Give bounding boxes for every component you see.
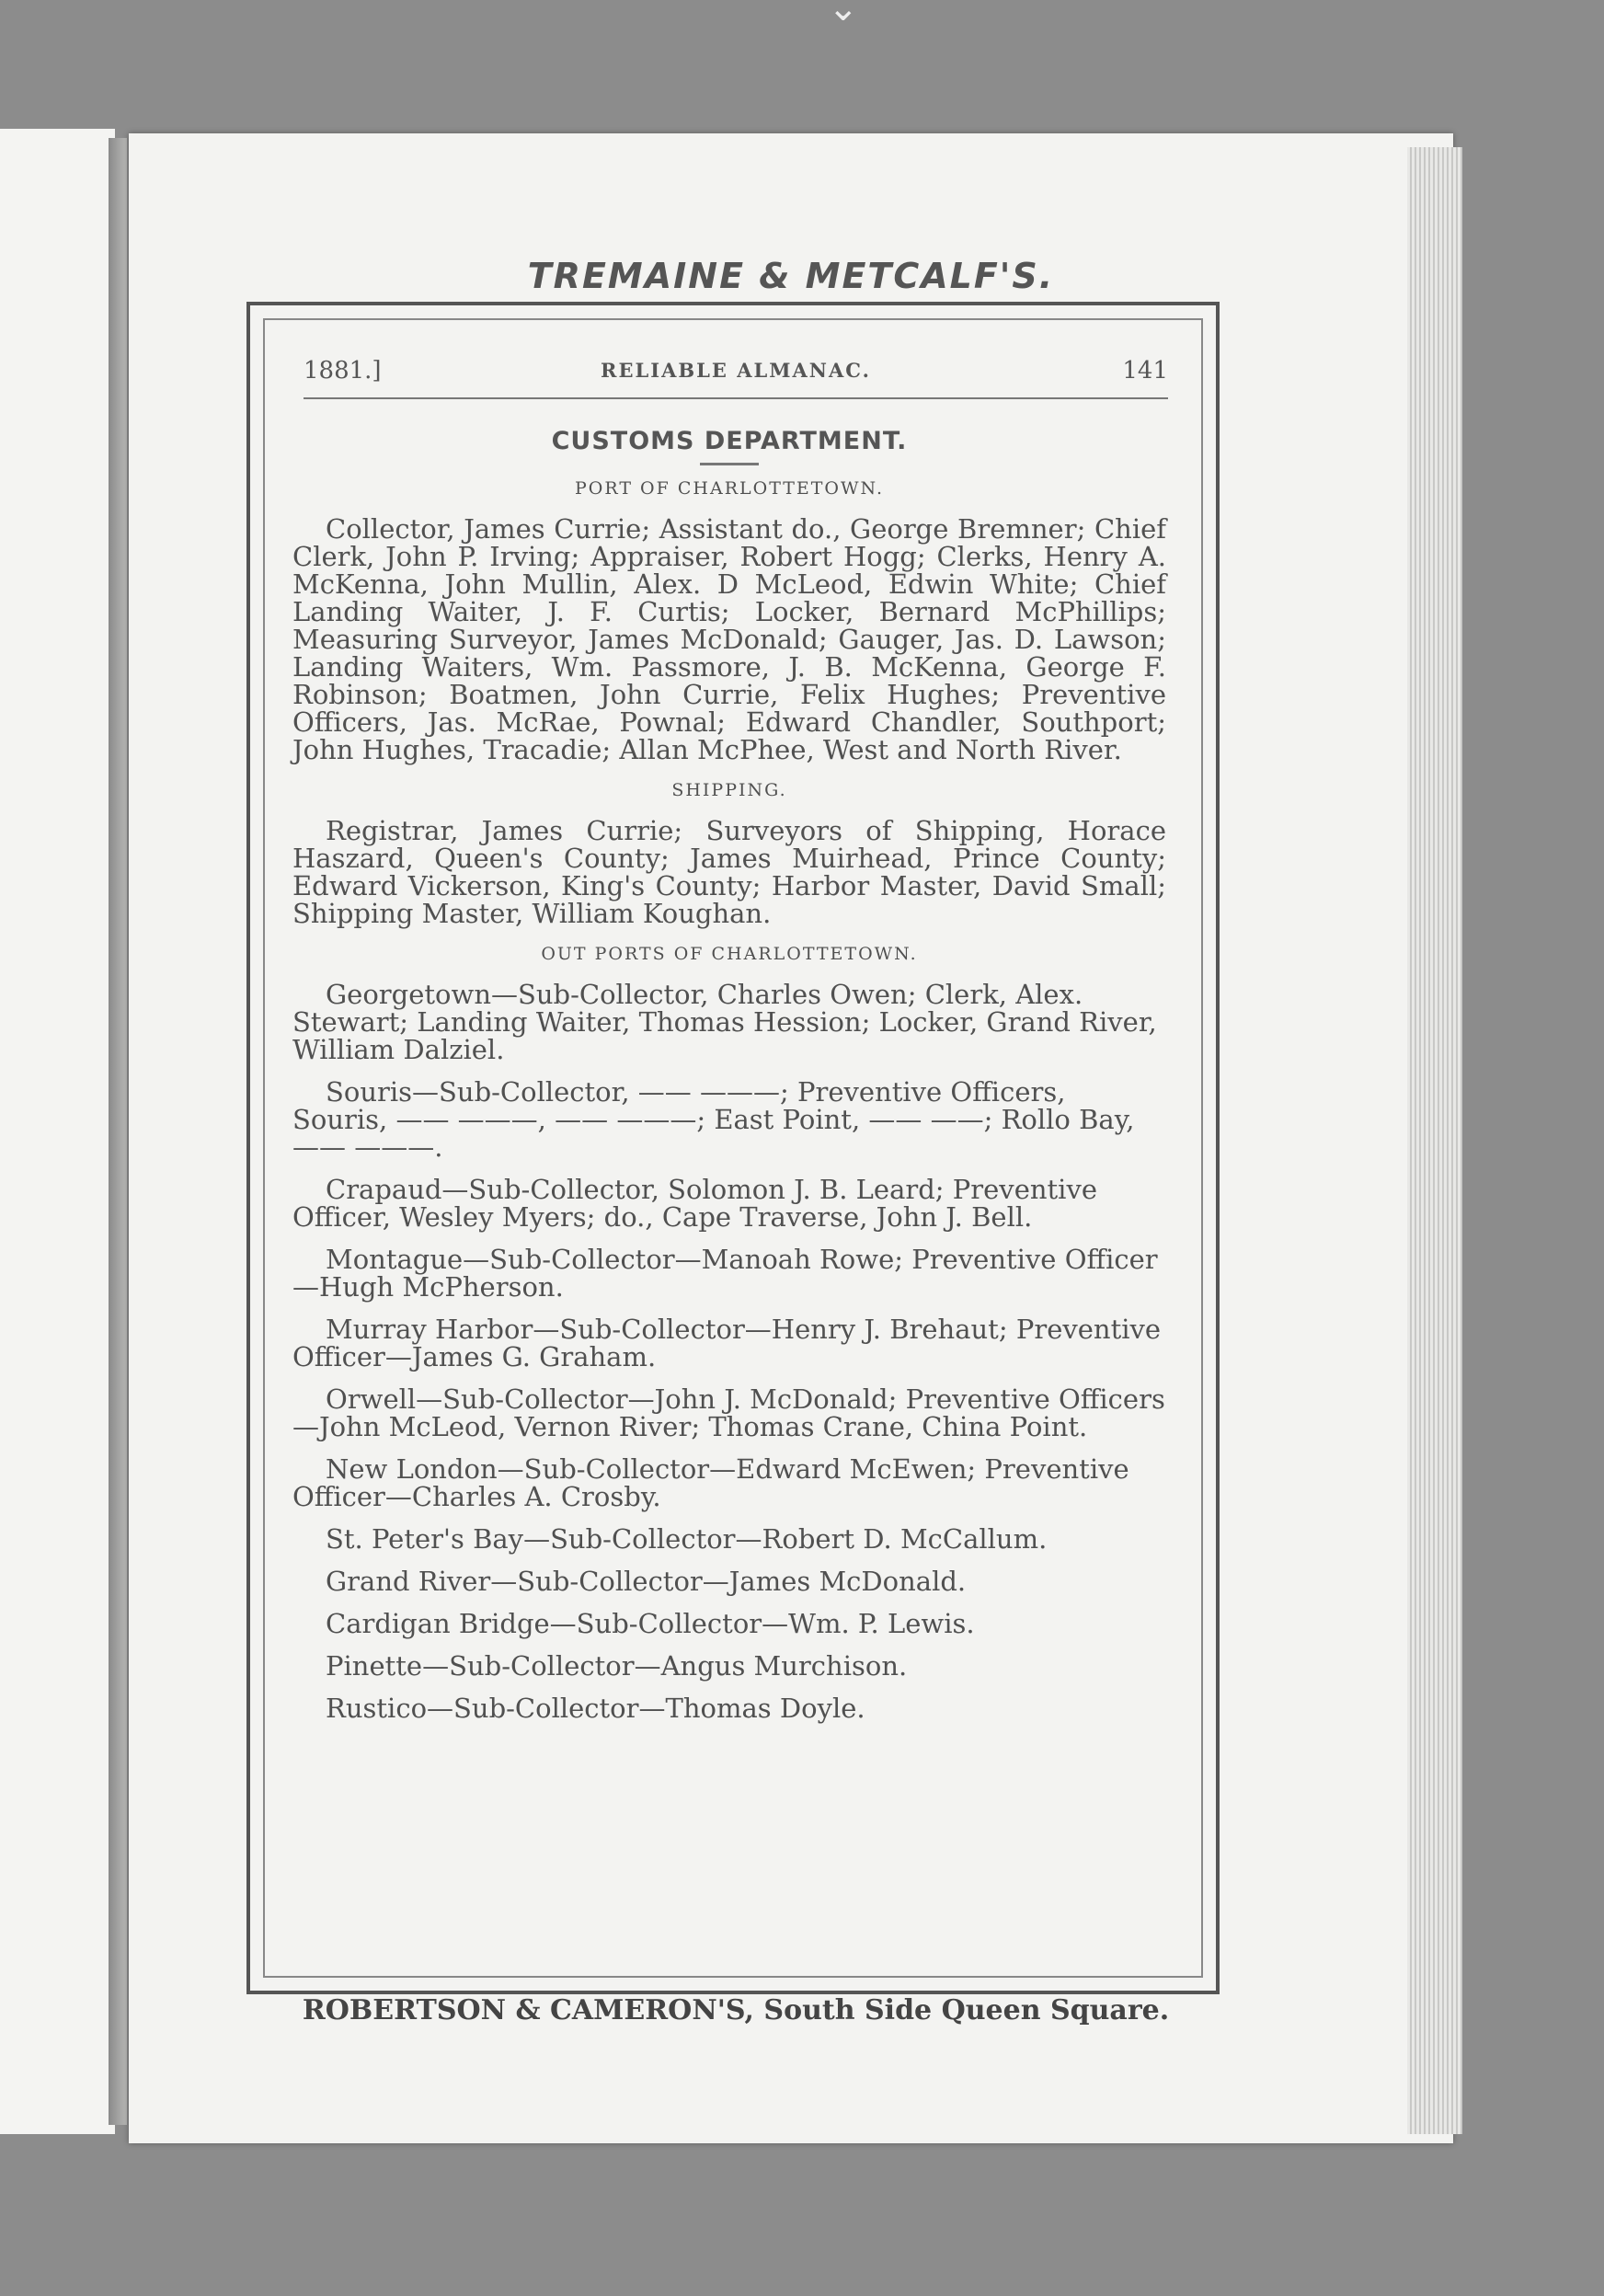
outport-entry: Orwell—Sub-Collector—John J. McDonald; Preventive Officers—John McLeod, Vernon River; Thomas Crane, China Point. (292, 1383, 1165, 1442)
footer-advertisement: ROBERTSON & CAMERON'S, South Side Queen Square. (302, 1994, 1170, 2026)
section-heading-outports: OUT PORTS OF CHARLOTTETOWN. (541, 944, 918, 964)
outport-entry: Georgetown—Sub-Collector, Charles Owen; Clerk, Alex. Stewart; Landing Waiter, Thomas Hession; Locker, Grand River, William Dalziel. (292, 979, 1157, 1065)
outport-entry: Souris—Sub-Collector, —— ———; Preventive Officers, Souris, —— ———, —— ———; East Point, —— ——; Rollo Bay, —— ———. (292, 1076, 1135, 1163)
section-heading-shipping: SHIPPING. (671, 780, 787, 800)
book-gutter (109, 138, 127, 2125)
outport-entry: Murray Harbor—Sub-Collector—Henry J. Brehaut; Preventive Officer—James G. Graham. (292, 1314, 1162, 1372)
header-year: 1881.] (304, 357, 382, 385)
port-officers-text: Collector, James Currie; Assistant do., George Bremner; Chief Clerk, John P. Irving; Appraiser, Robert Hogg; Clerks, Henry A. McKenna, John Mullin, Alex. D McLeod, Edwin White; Chief Landing Waiter, J. F. Curtis; Locker, Bernard McPhillips; Measuring Surveyor, James McDonald; Gauger, Jas. D. Lawson; Landing Waiters, Wm. Passmore, J. B. McKenna, George F. Robinson; Boatmen, John Currie, Felix Hughes; Preventive Officers, Jas. McRae, Pownal; Edward Chandler, Southport; John Hughes, Tracadie; Allan McPhee, West and North River. (292, 513, 1166, 765)
facing-page (0, 129, 115, 2134)
running-head: TREMAINE & METCALF'S. (527, 256, 1055, 296)
outport-entry: St. Peter's Bay—Sub-Collector—Robert D. McCallum. (326, 1523, 1048, 1555)
heading-rule (700, 463, 759, 465)
page-header (304, 357, 1168, 399)
header-title: RELIABLE ALMANAC. (601, 359, 871, 382)
scratch-mark: ⌄ (828, 0, 859, 29)
outport-entry: New London—Sub-Collector—Edward McEwen; Preventive Officer—Charles A. Crosby. (292, 1453, 1129, 1512)
outport-entry: Crapaud—Sub-Collector, Solomon J. B. Leard; Preventive Officer, Wesley Myers; do., Cape Traverse, John J. Bell. (292, 1174, 1098, 1233)
page-number: 141 (1122, 357, 1168, 385)
shipping-text: Registrar, James Currie; Surveyors of Shipping, Horace Haszard, Queen's County; James Muirhead, Prince County; Edward Vickerson, King's County; Harbor Master, David Small; Shipping Master, William Koughan. (292, 815, 1166, 929)
section-heading-port: PORT OF CHARLOTTETOWN. (575, 478, 884, 499)
outport-entry: Montague—Sub-Collector—Manoah Rowe; Preventive Officer—Hugh McPherson. (292, 1244, 1158, 1303)
page-edges (1407, 147, 1462, 2134)
outport-entry: Pinette—Sub-Collector—Angus Murchison. (326, 1650, 908, 1682)
outport-entry: Cardigan Bridge—Sub-Collector—Wm. P. Lewis. (326, 1608, 975, 1639)
outport-entry: Grand River—Sub-Collector—James McDonald. (326, 1566, 967, 1597)
page-content (292, 428, 1166, 1737)
department-heading: CUSTOMS DEPARTMENT. (551, 427, 908, 455)
outport-entry: Rustico—Sub-Collector—Thomas Doyle. (326, 1693, 865, 1724)
